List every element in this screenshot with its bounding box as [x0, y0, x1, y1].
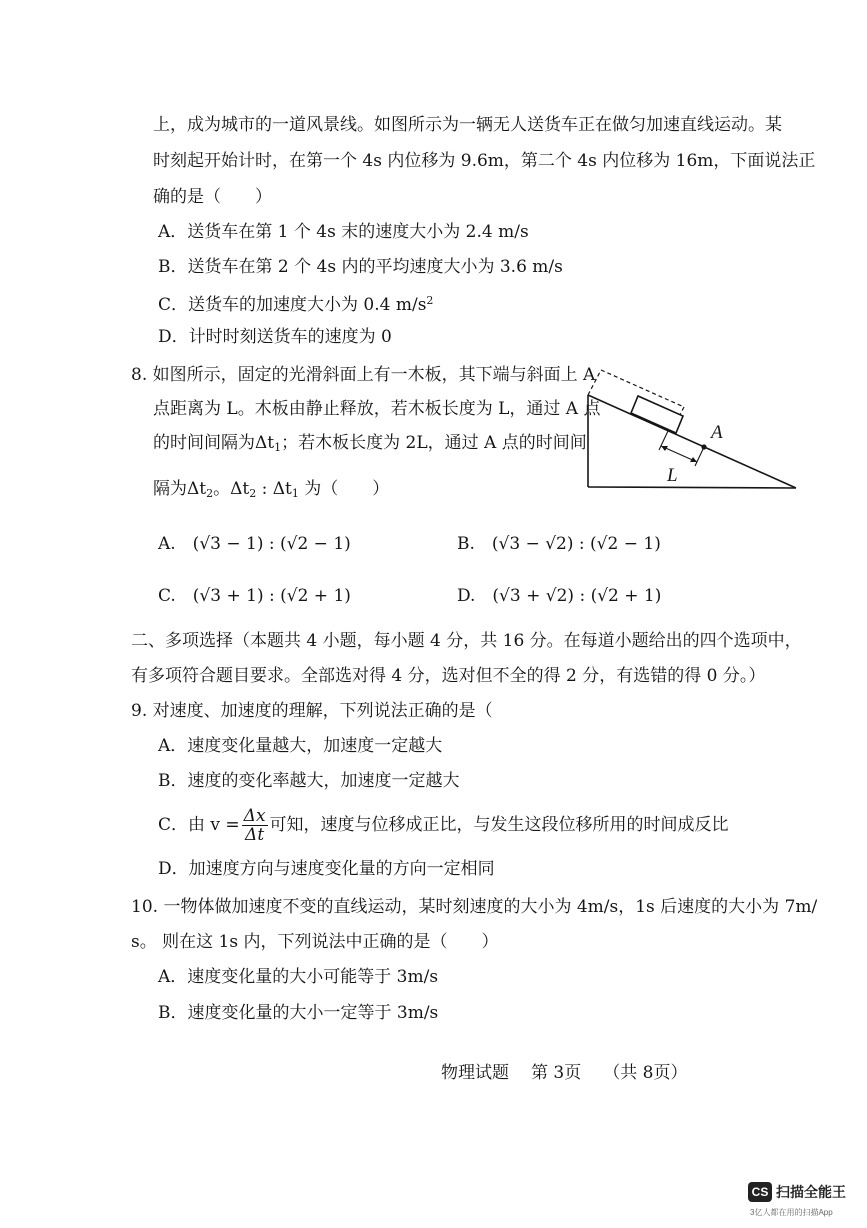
footer-page: 第 3页 — [531, 1063, 582, 1083]
scanner-tagline: 3亿人都在用的扫描App — [750, 1208, 833, 1217]
q9-stem: 9. 对速度、加速度的理解，下列说法正确的是（ — [131, 701, 493, 721]
footer-subject: 物理试题 — [441, 1063, 509, 1083]
q8-line-3: 的时间间隔为$\Delta t_1$；若木板长度为 2L，通过 A 点的时间间 — [153, 433, 587, 454]
q8-option-c: C. (√3 + 1) : (√2 + 1) — [158, 586, 351, 606]
q9-option-a: A．速度变化量越大，加速度一定越大 — [158, 736, 443, 756]
q8-line-4: 隔为$\Delta t_2$。$\Delta t_2$ : $\Delta t_1$ 为（ ） — [153, 479, 390, 500]
q8-option-d: D. (√3 + √2) : (√2 + 1) — [457, 586, 662, 606]
q8-option-b: B. (√3 − √2) : (√2 − 1) — [457, 534, 661, 554]
q8-line-2: 点距离为 L。木板由静止释放，若木板长度为 L，通过 A 点 — [153, 399, 601, 419]
q10-option-a: A．速度变化量的大小可能等于 3m/s — [158, 967, 439, 987]
q8-option-a: A. (√3 − 1) : (√2 − 1) — [158, 534, 351, 554]
page-footer — [441, 1058, 709, 1083]
q7-line-3: 确的是（ ） — [153, 187, 272, 207]
q7-line-2: 时刻起开始计时，在第一个 4s 内位移为 9.6m，第二个 4s 内位移为 16m，下面说法正 — [153, 151, 816, 171]
q7-line-1: 上，成为城市的一道风景线。如图所示为一辆无人送货车正在做匀加速直线运动。某 — [153, 115, 782, 135]
section-2-line-2: 有多项符合题目要求。全部选对得 4 分，选对但不全的得 2 分，有选错的得 0 分。） — [131, 666, 766, 686]
label-l: L — [667, 465, 678, 486]
velocity-fraction: $\frac{\Delta x}{\Delta t}$ — [243, 806, 266, 845]
q9-option-d: D．加速度方向与速度变化量的方向一定相同 — [158, 859, 495, 879]
q7-option-a: A．送货车在第 1 个 4s 末的速度大小为 2.4 m/s — [158, 222, 529, 242]
scanner-watermark — [748, 1180, 858, 1220]
incline-slope — [588, 395, 796, 488]
q9-option-c: C．由 v = $\frac{\Delta x}{\Delta t}$ 可知，速度与位移成正比，与发生这段位移所用的时间成反比 — [158, 806, 729, 845]
q10-option-b: B．速度变化量的大小一定等于 3m/s — [158, 1003, 439, 1023]
q8-line-1: 8. 如图所示，固定的光滑斜面上有一木板，其下端与斜面上 A — [131, 365, 596, 385]
footer-total: （共 8页） — [603, 1063, 688, 1083]
section-2-line-1: 二、多项选择（本题共 4 小题，每小题 4 分，共 16 分。在每道小题给出的四个选项中， — [131, 631, 802, 651]
q10-line-2: s。 则在这 1s 内，下列说法中正确的是（ ） — [131, 932, 499, 952]
q7-option-d: D．计时时刻送货车的速度为 0 — [158, 327, 392, 347]
q10-line-1: 10. 一物体做加速度不变的直线运动，某时刻速度的大小为 4m/s，1s 后速度的大小为 7m/ — [131, 897, 818, 917]
scanner-app-name: 扫描全能王 — [776, 1184, 846, 1200]
q7-option-b: B．送货车在第 2 个 4s 内的平均速度大小为 3.6 m/s — [158, 257, 563, 277]
label-a: A — [711, 422, 723, 443]
q9-option-b: B．速度的变化率越大，加速度一定越大 — [158, 771, 460, 791]
board-block — [631, 396, 683, 433]
cs-logo-icon: CS — [748, 1182, 772, 1202]
q7-option-c: C．送货车的加速度大小为 0.4 $m/s^2$ — [158, 294, 434, 315]
